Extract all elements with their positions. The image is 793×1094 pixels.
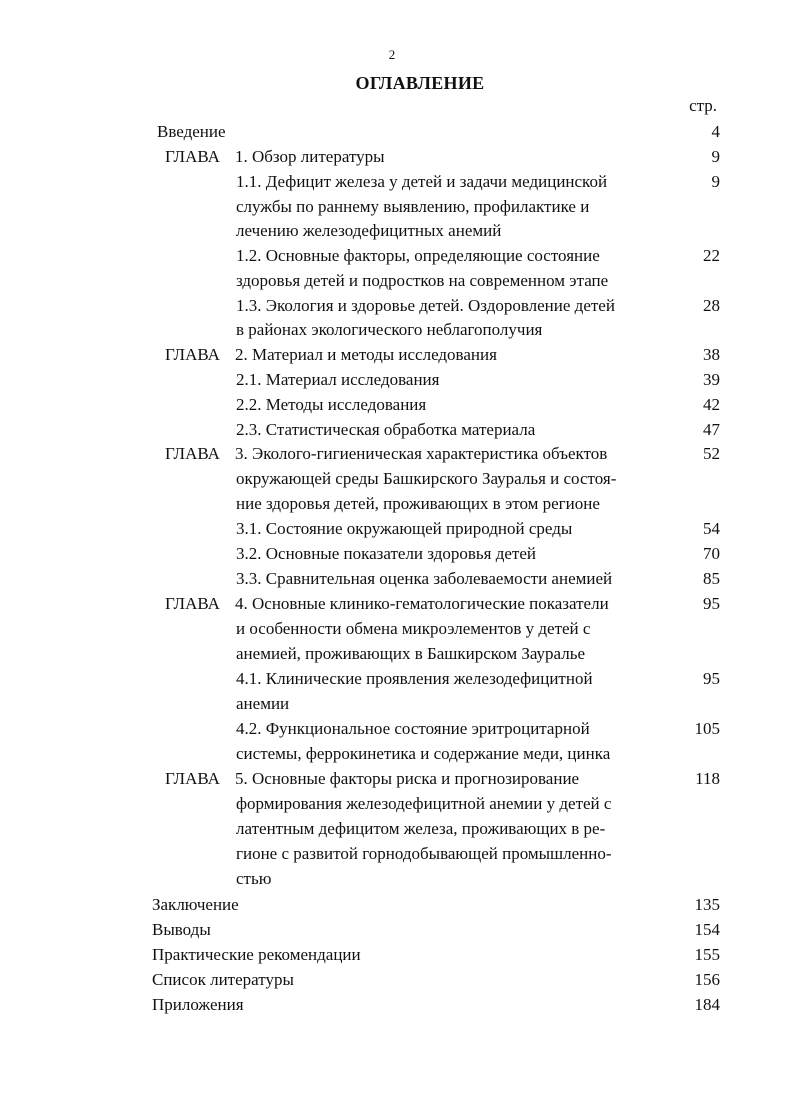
chapter-prefix: ГЛАВА xyxy=(165,594,220,613)
section-2-3-page: 47 xyxy=(703,420,720,439)
toc-entry-references-page: 156 xyxy=(694,970,720,989)
chapter-prefix: ГЛАВА xyxy=(165,147,220,166)
section-4-2-line: 4.2. Функциональное состояние эритроцитарной xyxy=(236,719,590,738)
toc-entry-intro-page: 4 xyxy=(711,122,720,141)
toc-entry-conclusion-label: Заключение xyxy=(152,895,239,914)
section-4-1-line: 4.1. Клинические проявления железодефицитной xyxy=(236,669,593,688)
section-1-1-page: 9 xyxy=(711,172,720,191)
section-3-3-line: 3.3. Сравнительная оценка заболеваемости анемией xyxy=(236,569,613,588)
chapter-1-title-line: 1. Обзор литературы xyxy=(235,147,385,166)
section-1-1-line: лечению железодефицитных анемий xyxy=(236,221,502,240)
chapter-prefix: ГЛАВА xyxy=(165,345,220,364)
chapter-2-title-line: 2. Материал и методы исследования xyxy=(235,345,497,364)
chapter-5-title-line: стью xyxy=(236,869,272,888)
chapter-3-page: 52 xyxy=(703,444,720,463)
chapter-3-title-line: ние здоровья детей, проживающих в этом регионе xyxy=(236,494,600,513)
page-column-header: стр. xyxy=(689,96,717,115)
chapter-5-title-line: формирования железодефицитной анемии у детей с xyxy=(236,794,612,813)
toc-entry-conclusion-page: 135 xyxy=(694,895,720,914)
section-2-1-line: 2.1. Материал исследования xyxy=(236,370,440,389)
section-1-3-page: 28 xyxy=(703,296,720,315)
section-1-2-line: 1.2. Основные факторы, определяющие состояние xyxy=(236,246,600,265)
toc-entry-appendices-page: 184 xyxy=(694,995,720,1014)
chapter-5-title-line: 5. Основные факторы риска и прогнозирование xyxy=(235,769,580,788)
chapter-5-page: 118 xyxy=(695,769,720,788)
page-title: ОГЛАВЛЕНИЕ xyxy=(355,73,485,93)
section-2-3-line: 2.3. Статистическая обработка материала xyxy=(236,420,536,439)
section-3-1-page: 54 xyxy=(703,519,720,538)
chapter-5-title-line: гионе с развитой горнодобывающей промышленно- xyxy=(236,844,612,863)
toc-entry-intro-label: Введение xyxy=(157,122,226,141)
toc-entry-appendices-label: Приложения xyxy=(152,995,244,1014)
section-4-2-line: системы, феррокинетика и содержание меди, цинка xyxy=(236,744,611,763)
chapter-3-title-line: окружающей среды Башкирского Зауралья и состоя- xyxy=(236,469,617,488)
chapter-2-heading xyxy=(165,345,497,365)
chapter-1-page: 9 xyxy=(711,147,720,166)
section-3-2-page: 70 xyxy=(703,544,720,563)
chapter-4-title-line: 4. Основные клинико-гематологические показатели xyxy=(235,594,609,613)
section-4-2-page: 105 xyxy=(694,719,720,738)
toc-entry-findings-label: Выводы xyxy=(152,920,211,939)
section-4-1-line: анемии xyxy=(236,694,290,713)
page-number: 2 xyxy=(388,47,396,62)
chapter-4-heading xyxy=(165,594,609,614)
section-2-2-page: 42 xyxy=(703,395,720,414)
section-2-2-line: 2.2. Методы исследования xyxy=(236,395,427,414)
section-1-3-line: в районах экологического неблагополучия xyxy=(236,320,543,339)
chapter-prefix: ГЛАВА xyxy=(165,444,220,463)
chapter-5-heading xyxy=(165,769,579,789)
chapter-4-page: 95 xyxy=(703,594,720,613)
toc-entry-findings-page: 154 xyxy=(694,920,720,939)
section-4-1-page: 95 xyxy=(703,669,720,688)
chapter-5-title-line: латентным дефицитом железа, проживающих в ре- xyxy=(236,819,606,838)
section-1-2-line: здоровья детей и подростков на современном этапе xyxy=(236,271,609,290)
toc-entry-recommendations-page: 155 xyxy=(694,945,720,964)
toc-entry-references-label: Список литературы xyxy=(152,970,294,989)
section-1-1-line: 1.1. Дефицит железа у детей и задачи медицинской xyxy=(236,172,608,191)
section-3-3-page: 85 xyxy=(703,569,720,588)
section-1-1-line: службы по раннему выявлению, профилактике и xyxy=(236,197,590,216)
chapter-3-heading xyxy=(165,444,607,464)
chapter-prefix: ГЛАВА xyxy=(165,769,220,788)
chapter-1-heading xyxy=(165,147,385,167)
section-1-3-line: 1.3. Экология и здоровье детей. Оздоровление детей xyxy=(236,296,615,315)
chapter-4-title-line: анемией, проживающих в Башкирском Зауралье xyxy=(236,644,586,663)
chapter-4-title-line: и особенности обмена микроэлементов у детей с xyxy=(236,619,591,638)
chapter-3-title-line: 3. Эколого-гигиеническая характеристика объектов xyxy=(235,444,608,463)
section-1-2-page: 22 xyxy=(703,246,720,265)
chapter-2-page: 38 xyxy=(703,345,720,364)
section-3-1-line: 3.1. Состояние окружающей природной среды xyxy=(236,519,573,538)
section-3-2-line: 3.2. Основные показатели здоровья детей xyxy=(236,544,536,563)
toc-entry-recommendations-label: Практические рекомендации xyxy=(152,945,361,964)
section-2-1-page: 39 xyxy=(703,370,720,389)
